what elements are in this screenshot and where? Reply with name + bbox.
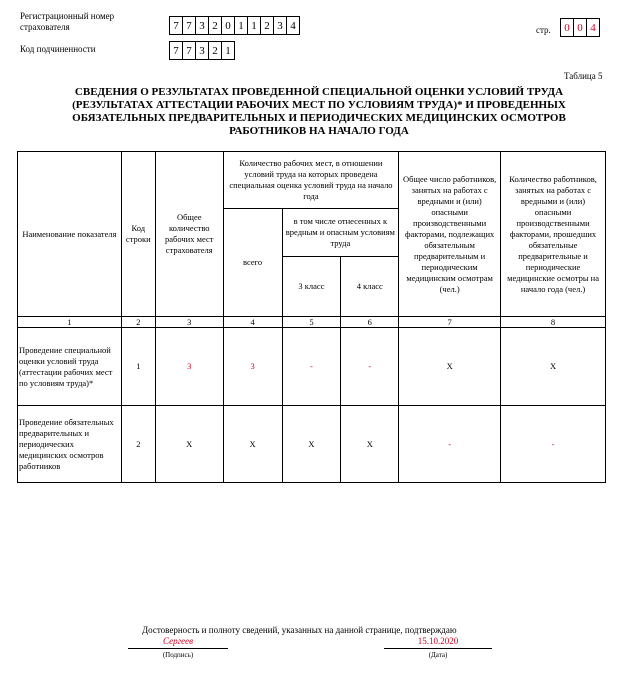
page-number-cells (560, 18, 600, 37)
reg-number-cells (169, 16, 300, 35)
page-number-digit: 4 (586, 18, 600, 37)
col-header-total: всего (223, 209, 282, 317)
reg-number-digit: 7 (182, 16, 196, 35)
cell-workers-subject: Х (399, 328, 501, 406)
page-label: стр. (536, 25, 551, 35)
column-number: 3 (155, 317, 223, 328)
col-header-harmful-conditions: в том числе отнесенных к вредным и опасным условиям труда (282, 209, 399, 257)
column-number: 7 (399, 317, 501, 328)
date-caption: (Дата) (428, 651, 448, 659)
cell-class-4: Х (341, 406, 399, 483)
reg-number-label: Регистрационный номер страхователя (20, 11, 115, 32)
date-line (384, 648, 492, 649)
reg-number-digit: 1 (234, 16, 248, 35)
cell-class-3: Х (282, 406, 341, 483)
cell-assessed-total: Х (223, 406, 282, 483)
subordination-code-digit: 2 (208, 41, 222, 60)
certification-text: Достоверность и полноту сведений, указанных на данной странице, подтверждаю (142, 625, 457, 635)
cell-assessed-total: 3 (223, 328, 282, 406)
column-number: 4 (223, 317, 282, 328)
col-header-row-code: Код строки (121, 152, 155, 317)
subordination-code-cells (169, 41, 235, 60)
subordination-code-digit: 7 (182, 41, 196, 60)
column-number: 8 (501, 317, 606, 328)
reg-number-digit: 3 (273, 16, 287, 35)
reg-number-digit: 3 (195, 16, 209, 35)
reg-number-digit: 4 (286, 16, 300, 35)
cell-class-3: - (282, 328, 341, 406)
subordination-code-digit: 7 (169, 41, 183, 60)
col-header-assessed-workplaces: Количество рабочих мест, в отношении условий труда на которых проведена специальная оценка условий труда на начало года (223, 152, 399, 209)
row-indicator-name: Проведение обязательных предварительных и периодических медицинских осмотров работников (18, 406, 122, 483)
col-header-workers-subject-to-exams: Общее число работников, занятых на работах с вредными и (или) опасными производственными факторами, подлежащих обязательным предварительным и периодическим медицинским осмотрам (чел.) (399, 152, 501, 317)
table-row (18, 406, 606, 483)
table-row (18, 328, 606, 406)
col-header-class-4: 4 класс (341, 257, 399, 317)
subordination-code-digit: 1 (221, 41, 235, 60)
reg-number-digit: 2 (208, 16, 222, 35)
col-header-indicator-name: Наименование показателя (18, 152, 122, 317)
page-number-digit: 0 (560, 18, 574, 37)
cell-total-workplaces: 3 (155, 328, 223, 406)
column-number: 6 (341, 317, 399, 328)
subordination-code-digit: 3 (195, 41, 209, 60)
col-header-total-workplaces: Общее количество рабочих мест страхователя (155, 152, 223, 317)
row-indicator-name: Проведение специальной оценки условий труда (аттестации рабочих мест по условиям труда)* (18, 328, 122, 406)
cell-workers-examined: Х (501, 328, 606, 406)
reg-number-digit: 7 (169, 16, 183, 35)
signature-caption: (Подпись) (162, 651, 194, 659)
subordination-code-label: Код подчиненности (20, 44, 96, 54)
cell-total-workplaces: Х (155, 406, 223, 483)
page-number-digit: 0 (573, 18, 587, 37)
row-code: 1 (121, 328, 155, 406)
reg-number-digit: 0 (221, 16, 235, 35)
col-header-class-3: 3 класс (282, 257, 341, 317)
row-code: 2 (121, 406, 155, 483)
cell-workers-subject: - (399, 406, 501, 483)
signature: Сергеев (163, 636, 193, 646)
signature-line (128, 648, 228, 649)
report-table (17, 151, 606, 483)
cell-workers-examined: - (501, 406, 606, 483)
table-number-label: Таблица 5 (564, 71, 603, 81)
reg-number-digit: 2 (260, 16, 274, 35)
document-title-text: СВЕДЕНИЯ О РЕЗУЛЬТАТАХ ПРОВЕДЕННОЙ СПЕЦИАЛЬНОЙ ОЦЕНКИ УСЛОВИЙ ТРУДА (РЕЗУЛЬТАТАХ АТТЕСТАЦИИ РАБОЧИХ МЕСТ ПО УСЛОВИЯМ ТРУДА)* И ПРОВЕДЕННЫХ ОБЯЗАТЕЛЬНЫХ ПРЕДВАРИТЕЛЬНЫХ И ПЕРИОДИЧЕСКИХ МЕДИЦИНСКИХ ОСМОТРОВ РАБОТНИКОВ НА НАЧАЛО ГОДА (72, 86, 566, 137)
document-title (0, 86, 638, 138)
col-header-workers-examined: Количество работников, занятых на работах с вредными и (или) опасными производственными факторами, прошедших обязательные предварительные и периодические медицинские осмотры на начало года (чел.) (501, 152, 606, 317)
reg-number-digit: 1 (247, 16, 261, 35)
column-numbers-row (18, 317, 606, 328)
column-number: 5 (282, 317, 341, 328)
column-number: 2 (121, 317, 155, 328)
cell-class-4: - (341, 328, 399, 406)
column-number: 1 (18, 317, 122, 328)
date-value: 15.10.2020 (417, 636, 459, 646)
